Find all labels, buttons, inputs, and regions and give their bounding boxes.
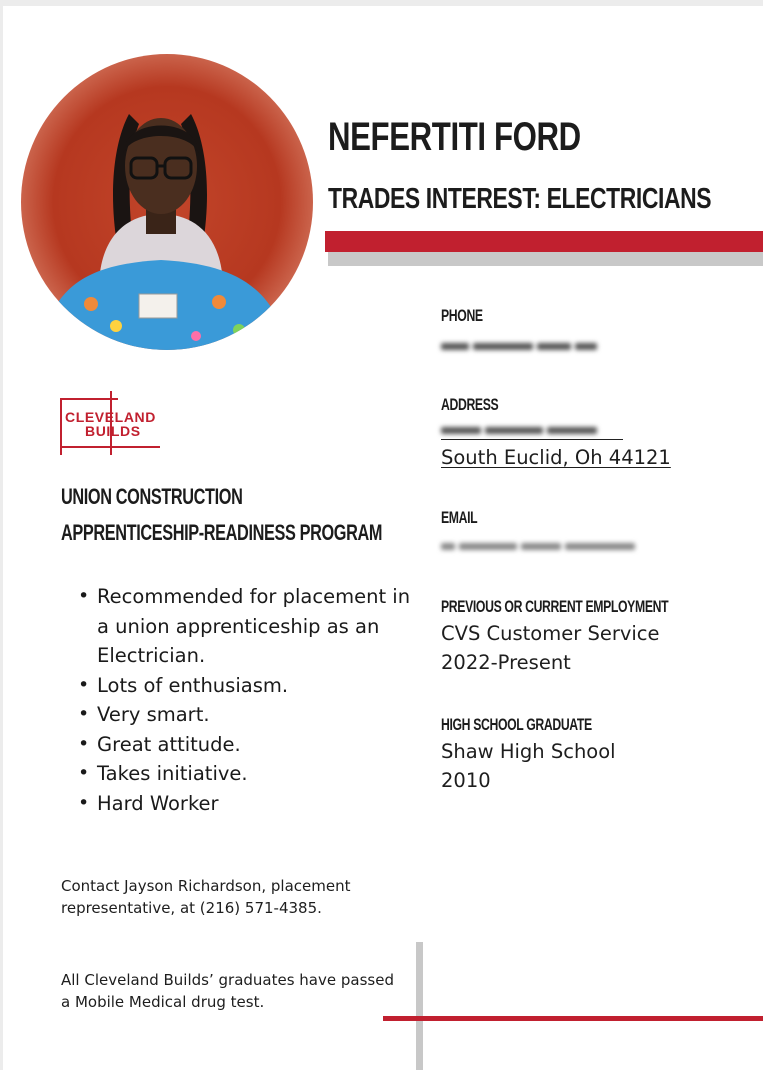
address-underline [441, 439, 623, 440]
email-value-redacted [441, 536, 706, 554]
phone-label: PHONE [441, 306, 483, 325]
list-item [61, 730, 411, 760]
trades-interest: TRADES INTEREST: ELECTRICIANS [328, 183, 712, 215]
candidate-name: NEFERTITI FORD [328, 115, 581, 159]
program-title-line2: APPRENTICESHIP-READINESS PROGRAM [61, 520, 383, 545]
resume-page [3, 6, 763, 1070]
bullet-dot-icon: • [78, 673, 90, 696]
list-item-text: Very smart. [97, 703, 210, 726]
logo-text-builds: BUILDS [85, 423, 141, 439]
list-item [61, 582, 411, 671]
employment-company: CVS Customer Service [441, 622, 660, 645]
bullet-dot-icon: • [78, 791, 90, 814]
profile-photo-illustration [21, 54, 313, 350]
employment-dates: 2022-Present [441, 651, 571, 674]
bullet-dot-icon: • [78, 762, 90, 784]
drug-test-note: All Cleveland Builds’ graduates have passed a Mobile Medical drug test. [61, 971, 394, 1011]
header-grey-bar [328, 252, 763, 266]
address-city: South Euclid, Oh 44121 [441, 446, 671, 469]
list-item [61, 789, 411, 819]
education-school: Shaw High School [441, 740, 616, 763]
education-year: 2010 [441, 769, 491, 792]
list-item-text: Takes initiative. [97, 762, 248, 785]
address-street-redacted [441, 420, 626, 438]
list-item [61, 759, 411, 789]
program-title-line1: UNION CONSTRUCTION [61, 484, 243, 509]
cleveland-builds-logo [60, 391, 170, 455]
bullet-dot-icon: • [78, 732, 90, 755]
list-item [61, 671, 411, 701]
list-item-text: Great attitude. [97, 732, 241, 756]
logo-frame-line [62, 446, 160, 448]
profile-photo [21, 54, 313, 350]
list-item-text: Hard Worker [97, 791, 219, 815]
education-label: HIGH SCHOOL GRADUATE [441, 715, 592, 734]
employment-label: PREVIOUS OR CURRENT EMPLOYMENT [441, 597, 669, 616]
email-label: EMAIL [441, 508, 478, 527]
decorative-red-line [383, 1016, 763, 1021]
decorative-grey-line [416, 942, 423, 1070]
list-item [61, 700, 411, 730]
header-red-bar [325, 231, 763, 252]
list-item-text: Lots of enthusiasm. [97, 673, 289, 697]
address-label: ADDRESS [441, 395, 499, 414]
bullet-dot-icon: • [78, 703, 90, 725]
strengths-list [61, 582, 411, 818]
phone-value-redacted [441, 336, 606, 354]
list-item-text: Recommended for placement in a union apprenticeship as an Electrician. [97, 585, 411, 667]
contact-note: Contact Jayson Richardson, placement representative, at (216) 571-4385. [61, 877, 351, 917]
logo-text-cleveland: CLEVELAND [65, 409, 156, 425]
bullet-dot-icon: • [78, 585, 90, 607]
